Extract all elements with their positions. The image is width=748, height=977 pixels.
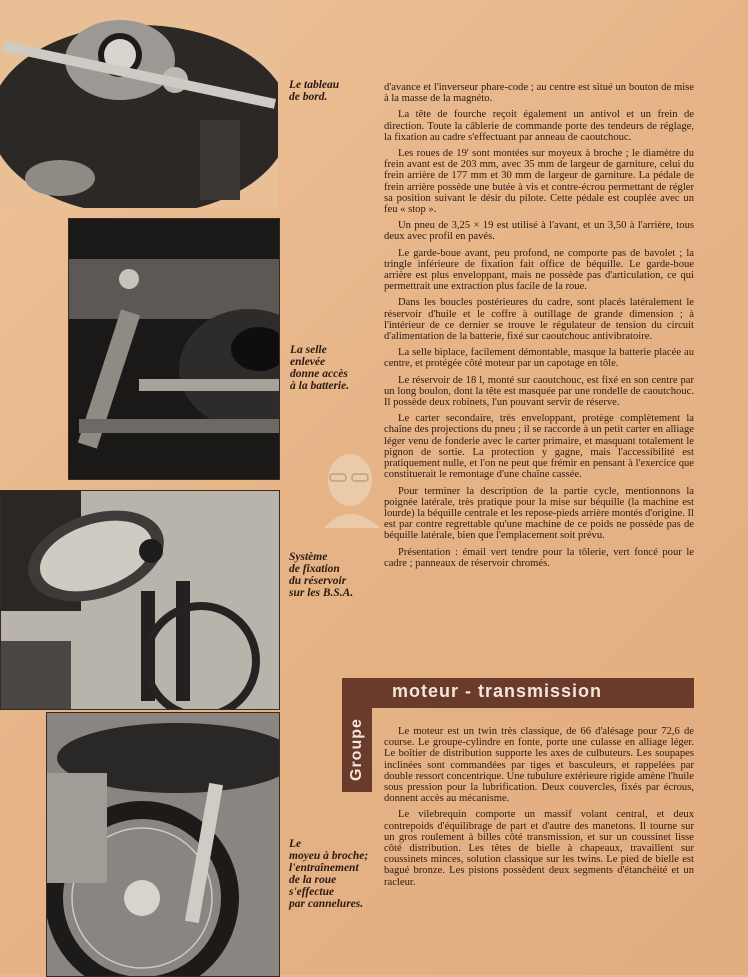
photo-tank-mount	[0, 490, 280, 710]
section-title: moteur - transmission	[392, 681, 603, 701]
caption-seat: La selle enlevée donne accès à la batterie.	[290, 344, 350, 392]
article-column-cycle	[384, 82, 694, 574]
article-column-engine	[384, 726, 694, 893]
caption-tank: Système de fixation du réservoir sur les B.S.A.	[289, 551, 354, 599]
paragraph: Présentation : émail vert tendre pour la tôlerie, vert foncé pour le cadre ; panneaux de réservoir chromés.	[384, 546, 694, 569]
section-vertical-label: Groupe	[342, 708, 372, 792]
photo-dashboard	[0, 0, 278, 208]
paragraph: Le garde-boue avant, peu profond, ne comporte pas de bavolet ; la tringle inférieure de fixation fait office de béquille. Le garde-boue arrière est plus enveloppant, mais ne possède pas d'articulation, ce qui permettrait une extraction plus facile de la roue.	[384, 247, 694, 293]
portrait-watermark-icon	[316, 444, 392, 528]
photo-seat-removed	[68, 218, 280, 480]
paragraph: Pour terminer la description de la partie cycle, mentionnons la poignée latérale, très pratique pour la mise sur béquille (la machine est lourde) la béquille centrale et les repose-pieds arrière montés d'origine. Il est par contre regrettable qu'une machine de ce poids ne possède pas de béquille latérale, bien que l'emplacement soit prévu.	[384, 485, 694, 542]
paragraph: Le vilebrequin comporte un massif volant central, et deux contrepoids d'équilibrage de part et d'autre des manetons. Il tourne sur un gros roulement à billes côté transmission, et sur un coussinet lisse côté distribution. Les têtes de bielle à chapeaux, travaillent sur coussinets minces, solution classique sur les twins. Le pied de bielle est bagué bronze. Les pistons possèdent deux segments d'étanchéité et un racleur.	[384, 809, 694, 888]
paragraph: Un pneu de 3,25 × 19 est utilisé à l'avant, et un 3,50 à l'arrière, tous deux avec profil en pavés.	[384, 220, 694, 243]
paragraph: La tête de fourche reçoit également un antivol et un frein de direction. Toute la câblerie de commande porte des tendeurs de réglage, la fixation au cadre s'effectuant par anneau de caoutchouc.	[384, 109, 694, 143]
paragraph: Dans les boucles postérieures du cadre, sont placés latéralement le réservoir d'huile et le coffre à outillage de grande dimension ; à l'intérieur de ce dernier se trouve le régulateur de tension du circuit d'alimentation de la batterie, fixé sur caoutchouc antivibratoire.	[384, 297, 694, 343]
paragraph: La selle biplace, facilement démontable, masque la batterie placée au centre, et protégée côté moteur par un capotage en tôle.	[384, 347, 694, 370]
paragraph: Le carter secondaire, très enveloppant, protège complètement la chaîne des projections du pneu ; il se raccorde à un petit carter en alliage léger venu de fonderie avec le carter primaire, et masquant totalement le pignon de sortie. La protection y gagne, mais l'accessibilité est pratiquement nulle, et l'on ne peut que frémir en pensant à l'exercice que constituerait le remontage d'une chaîne cassée.	[384, 413, 694, 481]
caption-hub: Le moyeu à broche; l'entraînement de la roue s'effectue par cannelures.	[289, 838, 369, 910]
caption-dashboard: Le tableau de bord.	[289, 79, 340, 103]
paragraph: Les roues de 19' sont montées sur moyeux à broche ; le diamètre du frein avant est de 203 mm, avec 35 mm de largeur de garniture, celui du frein arrière de 177 mm et 30 mm de largeur de garniture. La pédale de frein arrière possède une butée à vis et contre-écrou permettant de régler sa position suivant le désir du pilote. Cette pédale est couplée avec un feu « stop ».	[384, 148, 694, 216]
paragraph: d'avance et l'inverseur phare-code ; au centre est situé un bouton de mise à la masse de la magnéto.	[384, 82, 694, 105]
paragraph: Le réservoir de 18 l, monté sur caoutchouc, est fixé en son centre par un long boulon, dont la tête est masquée par une rondelle de caoutchouc. Il possède deux robinets, l'un pouvant servir de réserve.	[384, 374, 694, 409]
photo-rear-hub	[46, 712, 280, 977]
paragraph: Le moteur est un twin très classique, de 66 d'alésage pour 72,6 de course. Le groupe-cylindre en fonte, porte une culasse en alliage léger. Le boîtier de distribution supporte les axes de culbuteurs. Les soupapes inclinées sont commandées par tiges et basculeurs, et rappelées par double ressort concentrique. Une tubulure extérieure rigide amène l'huile sous pression pour la lubrification. Deux couvercles, fixés par écrous, donnent accès au mécanisme.	[384, 726, 694, 805]
